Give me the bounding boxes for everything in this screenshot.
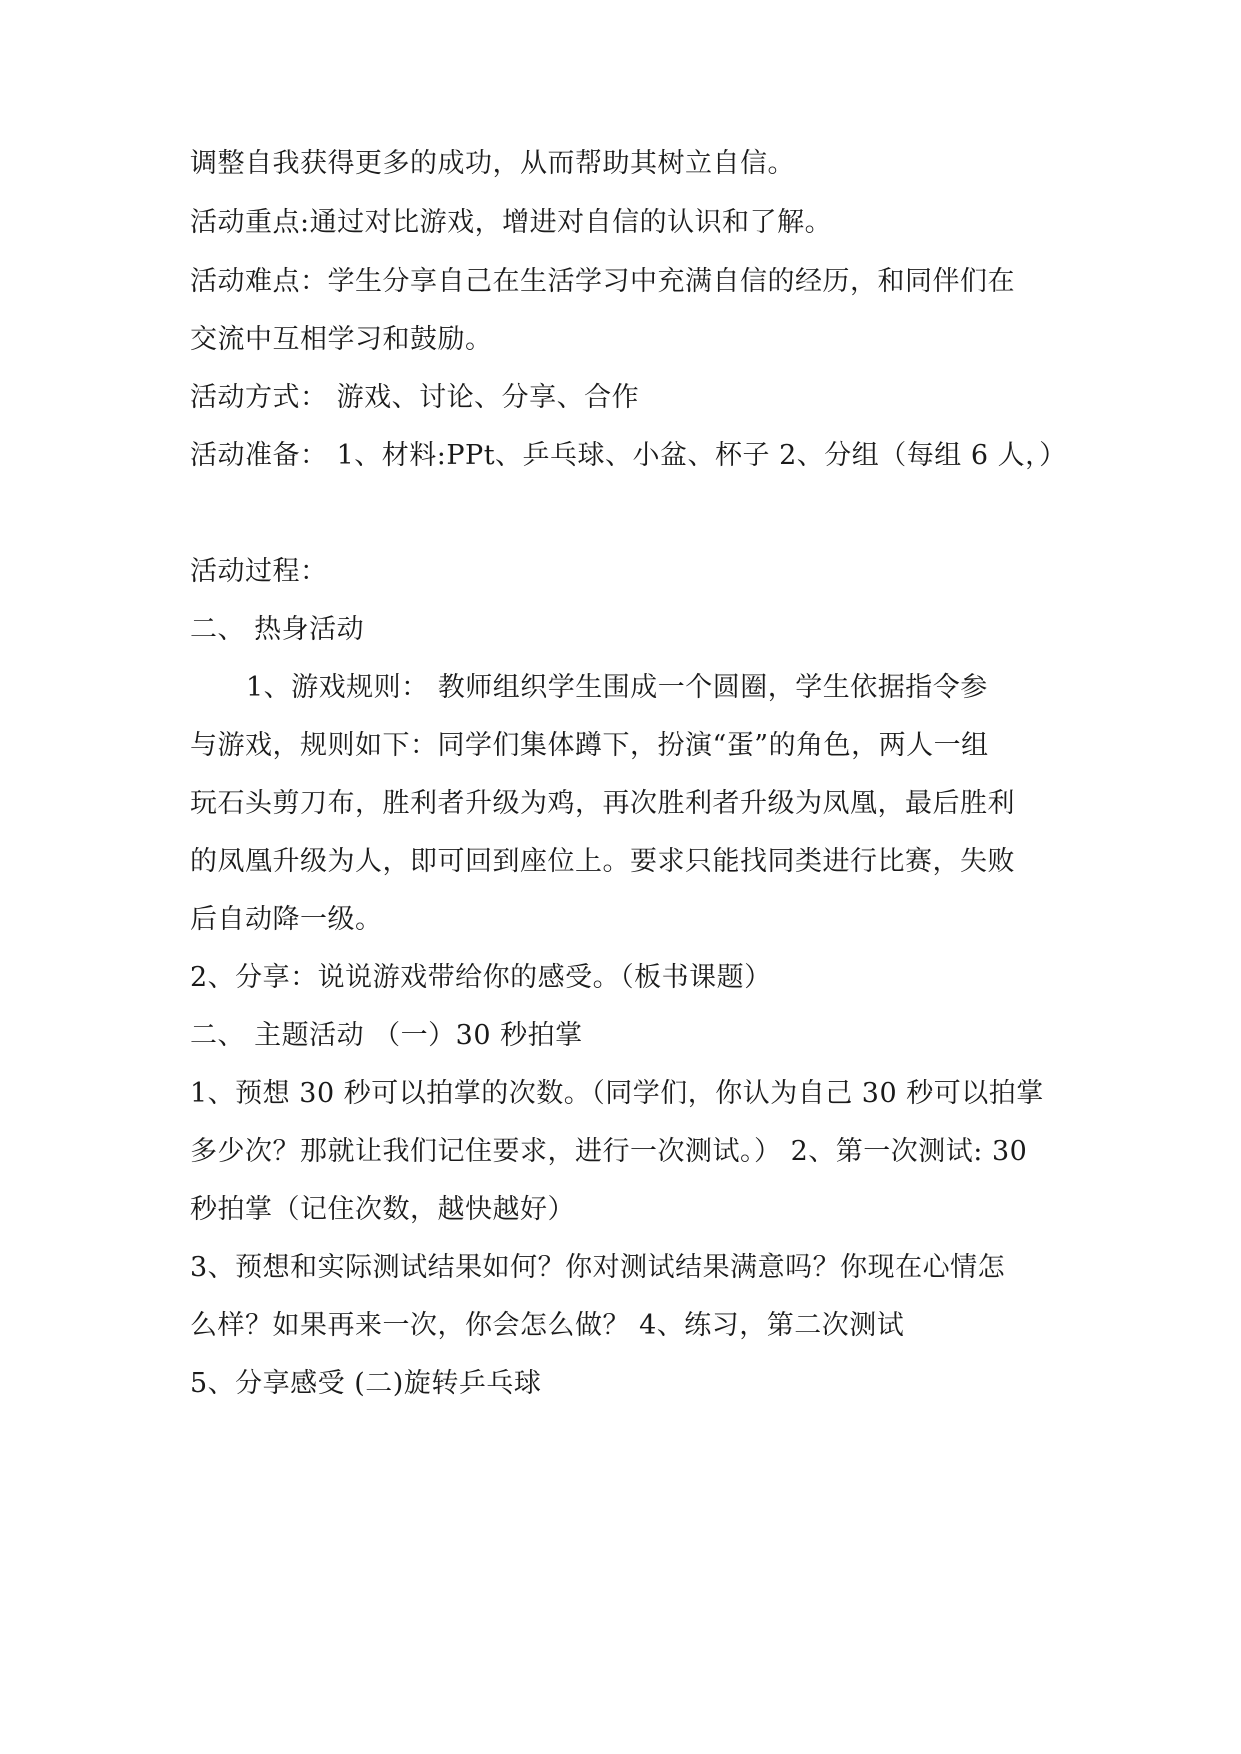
text-line: 交流中互相学习和鼓励。 (190, 324, 493, 355)
text-line: 后自动降一级。 (190, 904, 383, 935)
text-line: 1、预想 30 秒可以拍掌的次数。（同学们，你认为自己 30 秒可以拍掌 (190, 1078, 1044, 1109)
text-line: 5、分享感受 (二)旋转乒乓球 (190, 1368, 542, 1399)
text-line: 的凤凰升级为人，即可回到座位上。要求只能找同类进行比赛，失败 (190, 846, 1015, 877)
text-line: 活动难点：学生分享自己在生活学习中充满自信的经历，和同伴们在 (190, 266, 1015, 297)
text-line: 玩石头剪刀布，胜利者升级为鸡，再次胜利者升级为凤凰，最后胜利 (190, 788, 1015, 819)
text-line: 多少次？那就让我们记住要求，进行一次测试。） 2、第一次测试: 30 (190, 1136, 1028, 1167)
text-line: 与游戏，规则如下：同学们集体蹲下，扮演“蛋”的角色，两人一组 (190, 730, 989, 761)
text-line: 活动准备： 1、材料:PPt、乒乓球、小盆、杯子 2、分组（每组 6 人，） (190, 440, 1067, 471)
text-line: 么样？如果再来一次，你会怎么做？ 4、练习，第二次测试 (190, 1310, 905, 1341)
section-heading: 活动过程： (190, 556, 328, 587)
text-line: 1、游戏规则： 教师组织学生围成一个圆圈，学生依据指令参 (246, 672, 988, 703)
text-line: 2、分享：说说游戏带给你的感受。（板书课题） (190, 962, 772, 993)
section-heading: 二、 热身活动 (190, 614, 365, 645)
text-line: 活动方式： 游戏、讨论、分享、合作 (190, 382, 640, 413)
text-line: 活动重点:通过对比游戏，增进对自信的认识和了解。 (190, 207, 833, 238)
text-line: 3、预想和实际测试结果如何？你对测试结果满意吗？你现在心情怎 (190, 1252, 1006, 1283)
section-heading: 二、 主题活动 （一）30 秒拍掌 (190, 1020, 583, 1051)
text-line: 调整自我获得更多的成功，从而帮助其树立自信。 (190, 148, 795, 179)
text-line: 秒拍掌（记住次数，越快越好） (190, 1194, 575, 1225)
